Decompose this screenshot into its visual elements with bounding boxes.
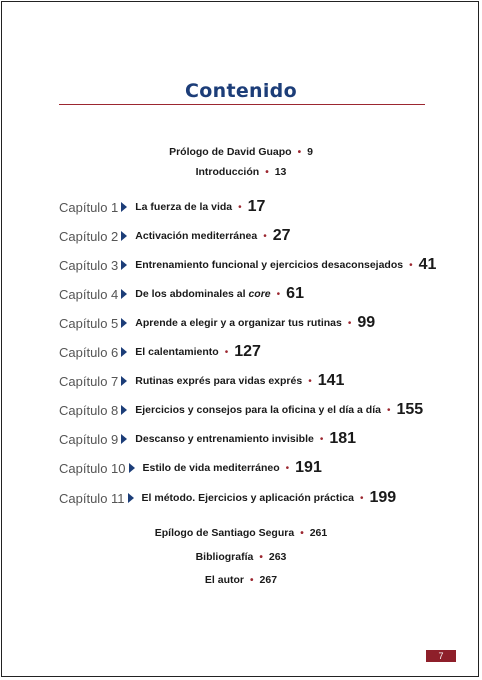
toc-entry-epilogo[interactable] [0, 527, 482, 539]
toc-chapter-5[interactable] [59, 315, 375, 331]
toc-chapter-1[interactable] [59, 199, 265, 215]
toc-chapter-4[interactable] [59, 286, 304, 302]
chapter-number: Capítulo 1 [59, 199, 119, 215]
entry-page: 13 [274, 166, 287, 178]
bullet-icon: • [265, 167, 269, 178]
bullet-icon: • [259, 552, 263, 563]
toc-entry-introduccion[interactable] [0, 166, 482, 178]
chapter-page: 61 [286, 285, 304, 302]
toc-entry-autor[interactable] [0, 574, 482, 586]
toc-chapter-6[interactable] [59, 344, 261, 360]
arrow-marker-icon [129, 463, 135, 473]
chapter-number: Capítulo 11 [59, 490, 125, 506]
toc-chapter-8[interactable] [59, 402, 423, 418]
chapter-title: De los abdominales al core [135, 288, 271, 300]
toc-entry-prologo[interactable] [0, 146, 482, 158]
toc-chapter-2[interactable] [59, 228, 291, 244]
entry-label: Prólogo de David Guapo [169, 146, 292, 158]
chapter-number: Capítulo 10 [59, 460, 126, 476]
chapter-title: Ejercicios y consejos para la oficina y el día a día [135, 404, 381, 416]
chapter-number: Capítulo 5 [59, 315, 119, 331]
chapter-title: Entrenamiento funcional y ejercicios desaconsejados [135, 259, 404, 271]
chapter-number: Capítulo 7 [59, 373, 119, 389]
entry-page: 267 [259, 574, 278, 586]
entry-page: 9 [307, 146, 313, 158]
chapter-page: 27 [272, 227, 291, 244]
arrow-marker-icon [121, 405, 127, 415]
entry-label: El autor [204, 574, 245, 586]
entry-label: Introducción [195, 166, 260, 178]
arrow-marker-icon [121, 347, 127, 357]
chapter-page: 17 [247, 198, 266, 215]
chapter-number: Capítulo 8 [59, 402, 119, 418]
chapter-number: Capítulo 4 [59, 286, 119, 302]
chapter-page: 141 [317, 372, 345, 389]
chapter-page: 41 [418, 256, 437, 273]
arrow-marker-icon [121, 202, 127, 212]
chapter-title: Rutinas exprés para vidas exprés [135, 375, 303, 387]
chapter-number: Capítulo 2 [59, 228, 119, 244]
bullet-icon: • [276, 288, 281, 300]
page-number: 7 [426, 650, 456, 662]
bullet-icon: • [263, 230, 267, 242]
bullet-icon: • [300, 528, 304, 539]
bullet-icon: • [347, 317, 352, 329]
chapter-page: 99 [357, 314, 376, 331]
chapter-title: Aprende a elegir y a organizar tus rutinas [135, 317, 342, 329]
bullet-icon: • [359, 492, 364, 504]
chapter-page: 181 [329, 430, 357, 447]
chapter-page: 127 [234, 343, 261, 360]
bullet-icon: • [297, 147, 302, 158]
chapter-page: 191 [295, 459, 322, 476]
chapter-number: Capítulo 6 [59, 344, 119, 360]
bullet-icon: • [238, 201, 242, 213]
chapter-title: La fuerza de la vida [135, 201, 233, 213]
bullet-icon: • [409, 259, 413, 271]
toc-entry-bibliografia[interactable] [0, 551, 482, 563]
chapter-title: Activación mediterránea [135, 230, 258, 242]
toc-chapter-10[interactable] [59, 460, 322, 476]
chapter-title: Descanso y entrenamiento invisible [135, 433, 314, 445]
chapter-title: El calentamiento [135, 346, 219, 358]
bullet-icon: • [319, 433, 324, 445]
chapter-page: 199 [369, 489, 397, 506]
chapter-number: Capítulo 3 [59, 257, 119, 273]
toc-chapter-3[interactable] [59, 257, 436, 273]
entry-label: Bibliografía [195, 551, 254, 563]
bullet-icon: • [386, 404, 391, 416]
entry-page: 263 [268, 551, 287, 563]
arrow-marker-icon [121, 289, 127, 299]
page-title: Contenido [185, 80, 297, 102]
chapter-title: El método. Ejercicios y aplicación práctica [141, 492, 354, 504]
arrow-marker-icon [121, 318, 127, 328]
arrow-marker-icon [121, 376, 127, 386]
bullet-icon: • [308, 375, 312, 387]
chapter-number: Capítulo 9 [59, 431, 119, 447]
arrow-marker-icon [121, 231, 127, 241]
toc-chapter-7[interactable] [59, 373, 344, 389]
arrow-marker-icon [128, 493, 134, 503]
bullet-icon: • [285, 462, 290, 474]
title-divider [59, 104, 425, 105]
chapter-title: Estilo de vida mediterráneo [142, 462, 280, 474]
toc-chapter-9[interactable] [59, 431, 356, 447]
chapter-page: 155 [396, 401, 424, 418]
toc-chapter-11[interactable] [59, 490, 396, 506]
entry-page: 261 [309, 527, 328, 539]
bullet-icon: • [224, 346, 229, 358]
bullet-icon: • [250, 575, 254, 586]
entry-label: Epílogo de Santiago Segura [154, 527, 295, 539]
arrow-marker-icon [121, 434, 127, 444]
arrow-marker-icon [121, 260, 127, 270]
